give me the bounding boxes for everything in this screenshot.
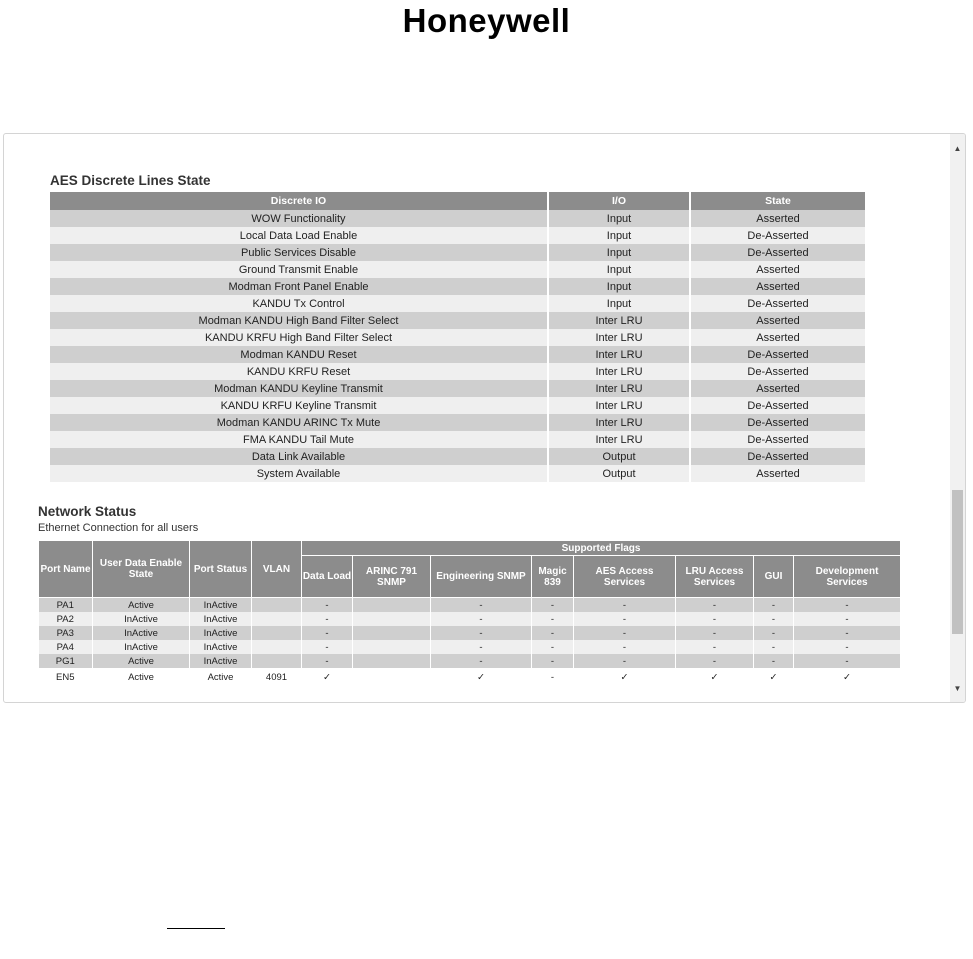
aes-access-services-cell: ✓	[574, 668, 676, 686]
scroll-up-arrow-icon[interactable]: ▲	[953, 144, 962, 153]
state-cell: De-Asserted	[690, 414, 866, 431]
development-services-cell: -	[794, 654, 901, 668]
vlan-cell	[252, 654, 302, 668]
io-cell: Input	[548, 227, 690, 244]
io-cell: Output	[548, 465, 690, 482]
discrete-io-cell: KANDU Tx Control	[50, 295, 548, 312]
column-header-port-status: Port Status	[190, 541, 252, 598]
discrete-io-cell: FMA KANDU Tail Mute	[50, 431, 548, 448]
state-cell: De-Asserted	[690, 295, 866, 312]
table-row	[50, 329, 866, 346]
state-cell: De-Asserted	[690, 363, 866, 380]
io-cell: Input	[548, 278, 690, 295]
lru-access-services-cell: -	[676, 654, 754, 668]
io-cell: Inter LRU	[548, 380, 690, 397]
discrete-io-cell: Modman Front Panel Enable	[50, 278, 548, 295]
state-cell: Asserted	[690, 380, 866, 397]
io-cell: Input	[548, 244, 690, 261]
port-status-cell: InActive	[190, 612, 252, 626]
magic-839-cell: -	[532, 598, 574, 613]
network-subtitle: Ethernet Connection for all users	[38, 522, 199, 534]
aes-discrete-lines-table	[50, 192, 867, 482]
table-row	[50, 465, 866, 482]
column-header-discrete-io: Discrete IO	[50, 192, 548, 210]
data-load-cell: -	[302, 598, 353, 613]
gui-cell: -	[754, 598, 794, 613]
vlan-cell	[252, 640, 302, 654]
io-cell: Inter LRU	[548, 431, 690, 448]
magic-839-cell: -	[532, 654, 574, 668]
scrollbar-thumb[interactable]	[952, 490, 963, 634]
data-load-cell: -	[302, 640, 353, 654]
discrete-io-cell: Ground Transmit Enable	[50, 261, 548, 278]
state-cell: De-Asserted	[690, 397, 866, 414]
state-cell: Asserted	[690, 210, 866, 227]
io-cell: Inter LRU	[548, 414, 690, 431]
column-header-user-data-enable-state: User Data Enable State	[93, 541, 190, 598]
data-load-cell: -	[302, 626, 353, 640]
state-cell: Asserted	[690, 465, 866, 482]
discrete-io-cell: WOW Functionality	[50, 210, 548, 227]
table-row	[50, 244, 866, 261]
network-status-table	[38, 540, 901, 686]
scroll-down-arrow-icon[interactable]: ▼	[953, 684, 962, 693]
column-header-lru-access-services: LRU Access Services	[676, 556, 754, 598]
data-load-cell: -	[302, 654, 353, 668]
gui-cell: -	[754, 626, 794, 640]
column-header-magic-839: Magic 839	[532, 556, 574, 598]
state-cell: De-Asserted	[690, 431, 866, 448]
io-cell: Inter LRU	[548, 397, 690, 414]
port-status-cell: InActive	[190, 640, 252, 654]
lru-access-services-cell: -	[676, 598, 754, 613]
lru-access-services-cell: ✓	[676, 668, 754, 686]
lru-access-services-cell: -	[676, 626, 754, 640]
discrete-io-cell: Modman KANDU Keyline Transmit	[50, 380, 548, 397]
arinc-791-snmp-cell	[353, 598, 431, 613]
port-status-cell: InActive	[190, 654, 252, 668]
table-row	[39, 612, 901, 626]
lru-access-services-cell: -	[676, 640, 754, 654]
discrete-io-cell: Data Link Available	[50, 448, 548, 465]
table-row	[50, 227, 866, 244]
io-cell: Inter LRU	[548, 329, 690, 346]
arinc-791-snmp-cell	[353, 612, 431, 626]
discrete-io-cell: Modman KANDU Reset	[50, 346, 548, 363]
engineering-snmp-cell: -	[431, 626, 532, 640]
table-row	[39, 598, 901, 613]
port-name-cell: PA2	[39, 612, 93, 626]
table-row	[50, 210, 866, 227]
column-header-vlan: VLAN	[252, 541, 302, 598]
honeywell-logo: Honeywell	[402, 2, 571, 39]
development-services-cell: ✓	[794, 668, 901, 686]
discrete-io-cell: Modman KANDU ARINC Tx Mute	[50, 414, 548, 431]
aes-access-services-cell: -	[574, 612, 676, 626]
development-services-cell: -	[794, 598, 901, 613]
port-name-cell: PA4	[39, 640, 93, 654]
magic-839-cell: -	[532, 668, 574, 686]
engineering-snmp-cell: -	[431, 612, 532, 626]
port-name-cell: EN5	[39, 668, 93, 686]
network-section-title: Network Status	[38, 504, 137, 519]
magic-839-cell: -	[532, 626, 574, 640]
port-name-cell: PA1	[39, 598, 93, 613]
discrete-io-cell: Public Services Disable	[50, 244, 548, 261]
development-services-cell: -	[794, 640, 901, 654]
table-row	[50, 397, 866, 414]
user-data-enable-state-cell: InActive	[93, 640, 190, 654]
table-row	[50, 363, 866, 380]
engineering-snmp-cell: ✓	[431, 668, 532, 686]
io-cell: Inter LRU	[548, 312, 690, 329]
magic-839-cell: -	[532, 640, 574, 654]
arinc-791-snmp-cell	[353, 640, 431, 654]
state-cell: Asserted	[690, 329, 866, 346]
user-data-enable-state-cell: Active	[93, 654, 190, 668]
vlan-cell	[252, 598, 302, 613]
engineering-snmp-cell: -	[431, 640, 532, 654]
column-header-aes-access-services: AES Access Services	[574, 556, 676, 598]
vlan-cell	[252, 626, 302, 640]
port-status-cell: InActive	[190, 598, 252, 613]
data-load-cell: -	[302, 612, 353, 626]
column-header-gui: GUI	[754, 556, 794, 598]
user-data-enable-state-cell: InActive	[93, 626, 190, 640]
table-row	[50, 295, 866, 312]
state-cell: De-Asserted	[690, 448, 866, 465]
column-header-arinc-791-snmp: ARINC 791 SNMP	[353, 556, 431, 598]
table-row	[39, 640, 901, 654]
state-cell: De-Asserted	[690, 244, 866, 261]
gui-cell: -	[754, 654, 794, 668]
table-row	[50, 278, 866, 295]
arinc-791-snmp-cell	[353, 626, 431, 640]
state-cell: Asserted	[690, 278, 866, 295]
gui-cell: ✓	[754, 668, 794, 686]
arinc-791-snmp-cell	[353, 668, 431, 686]
port-name-cell: PA3	[39, 626, 93, 640]
table-row	[39, 626, 901, 640]
table-row	[39, 668, 901, 686]
engineering-snmp-cell: -	[431, 654, 532, 668]
column-header-state: State	[690, 192, 866, 210]
footer-rule	[167, 928, 225, 929]
table-row	[50, 380, 866, 397]
data-load-cell: ✓	[302, 668, 353, 686]
discrete-io-cell: KANDU KRFU Keyline Transmit	[50, 397, 548, 414]
user-data-enable-state-cell: Active	[93, 598, 190, 613]
aes-access-services-cell: -	[574, 598, 676, 613]
column-header-supported-flags: Supported Flags	[302, 541, 901, 556]
io-cell: Input	[548, 210, 690, 227]
magic-839-cell: -	[532, 612, 574, 626]
engineering-snmp-cell: -	[431, 598, 532, 613]
vlan-cell	[252, 612, 302, 626]
state-cell: De-Asserted	[690, 227, 866, 244]
state-cell: Asserted	[690, 312, 866, 329]
vertical-scrollbar[interactable]	[950, 134, 965, 702]
vlan-cell: 4091	[252, 668, 302, 686]
io-cell: Input	[548, 261, 690, 278]
gui-cell: -	[754, 640, 794, 654]
column-header-engineering-snmp: Engineering SNMP	[431, 556, 532, 598]
io-cell: Inter LRU	[548, 346, 690, 363]
state-cell: De-Asserted	[690, 346, 866, 363]
io-cell: Input	[548, 295, 690, 312]
state-cell: Asserted	[690, 261, 866, 278]
aes-access-services-cell: -	[574, 640, 676, 654]
port-status-cell: InActive	[190, 626, 252, 640]
io-cell: Output	[548, 448, 690, 465]
table-row	[50, 312, 866, 329]
discrete-io-cell: Local Data Load Enable	[50, 227, 548, 244]
discrete-io-cell: System Available	[50, 465, 548, 482]
column-header-io: I/O	[548, 192, 690, 210]
table-row	[50, 448, 866, 465]
port-name-cell: PG1	[39, 654, 93, 668]
table-row	[50, 414, 866, 431]
aes-access-services-cell: -	[574, 654, 676, 668]
discrete-io-cell: KANDU KRFU High Band Filter Select	[50, 329, 548, 346]
user-data-enable-state-cell: InActive	[93, 612, 190, 626]
gui-cell: -	[754, 612, 794, 626]
column-header-development-services: Development Services	[794, 556, 901, 598]
io-cell: Inter LRU	[548, 363, 690, 380]
discrete-io-cell: KANDU KRFU Reset	[50, 363, 548, 380]
aes-access-services-cell: -	[574, 626, 676, 640]
table-row	[50, 346, 866, 363]
development-services-cell: -	[794, 626, 901, 640]
status-panel	[3, 133, 966, 703]
user-data-enable-state-cell: Active	[93, 668, 190, 686]
discrete-io-cell: Modman KANDU High Band Filter Select	[50, 312, 548, 329]
column-header-port-name: Port Name	[39, 541, 93, 598]
table-row	[39, 654, 901, 668]
table-row	[50, 431, 866, 448]
lru-access-services-cell: -	[676, 612, 754, 626]
development-services-cell: -	[794, 612, 901, 626]
table-header-row	[50, 192, 866, 210]
column-header-data-load: Data Load	[302, 556, 353, 598]
arinc-791-snmp-cell	[353, 654, 431, 668]
port-status-cell: Active	[190, 668, 252, 686]
aes-section-title: AES Discrete Lines State	[50, 173, 211, 188]
table-row	[50, 261, 866, 278]
